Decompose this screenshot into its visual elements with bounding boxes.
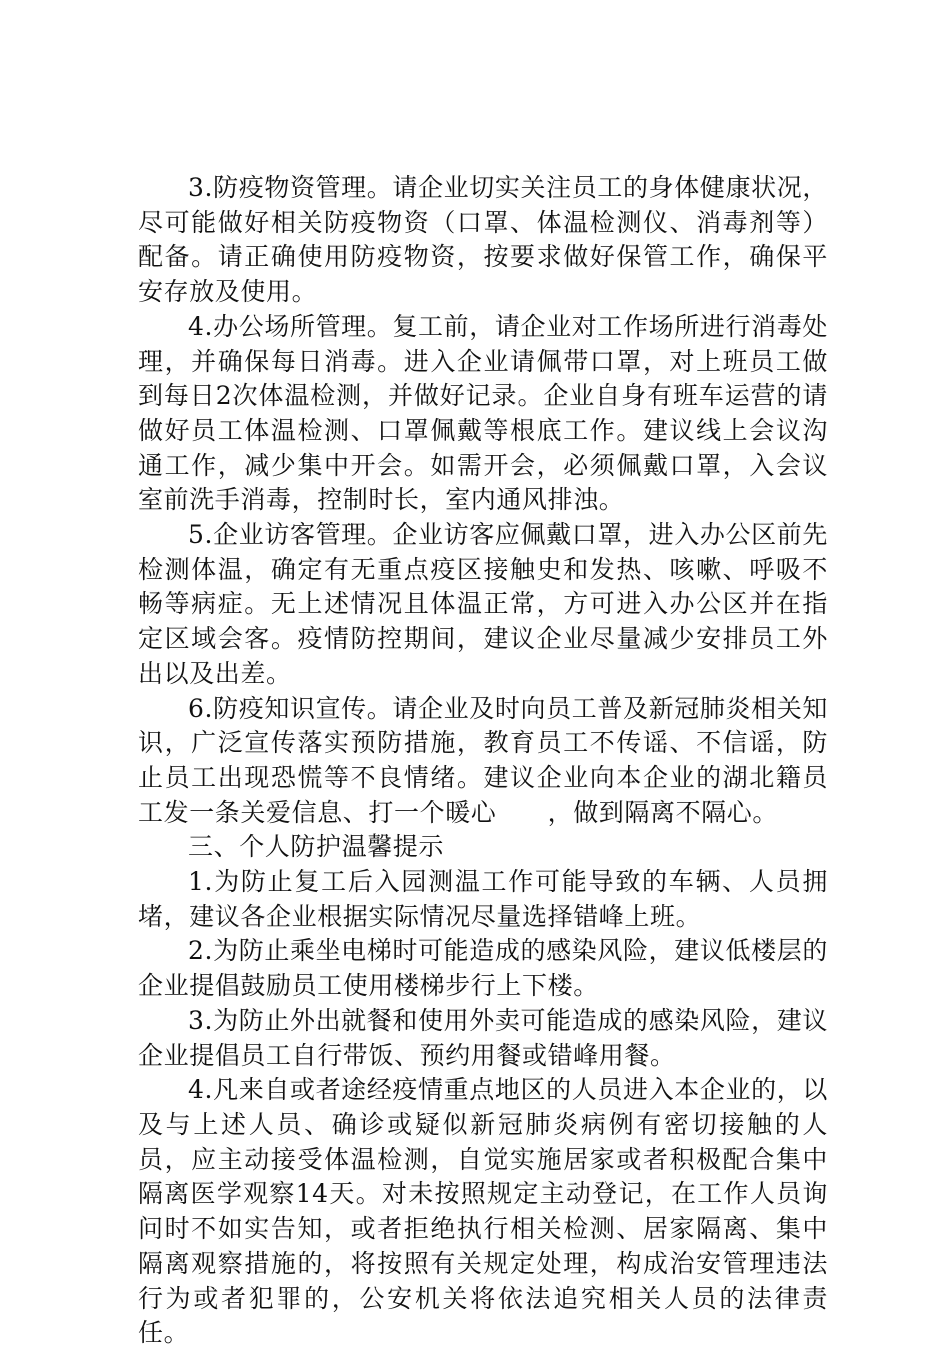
paragraph-visitors: 5.企业访客管理。企业访客应佩戴口罩，进入办公区前先检测体温，确定有无重点疫区接触史和发热、咳嗽、呼吸不畅等病症。无上述情况且体温正常，方可进入办公区并在指定区域会客。疫情防控期间，建议企业尽量减少安排员工外出以及出差。 [138, 520, 828, 688]
section-heading: 三、个人防护温馨提示 [188, 832, 445, 862]
paragraph-publicity: 6.防疫知识宣传。请企业及时向员工普及新冠肺炎相关知识，广泛宣传落实预防措施，教育员工不传谣、不信谣，防止员工出现恐慌等不良情绪。建议企业向本企业的湖北籍员工发一条关爱信息、打一个暖心 ，做到隔离不隔心。 [138, 693, 828, 827]
tip-elevator: 2.为防止乘坐电梯时可能造成的感染风险，建议低楼层的企业提倡鼓励员工使用楼梯步行上下楼。 [138, 936, 828, 1001]
document-body [138, 171, 828, 1351]
tip-meals: 3.为防止外出就餐和使用外卖可能造成的感染风险，建议企业提倡员工自行带饭、预约用餐或错峰用餐。 [138, 1005, 828, 1070]
tip-quarantine: 4.凡来自或者途经疫情重点地区的人员进入本企业的，以及与上述人员、确诊或疑似新冠肺炎病例有密切接触的人员，应主动接受体温检测，自觉实施居家或者积极配合集中隔离医学观察14天。对未按照规定主动登记，在工作人员询问时不如实告知，或者拒绝执行相关检测、居家隔离、集中隔离观察措施的，将按照有关规定处理，构成治安管理违法行为或者犯罪的，公安机关将依法追究相关人员的法律责任。 [138, 1075, 828, 1348]
paragraph-office: 4.办公场所管理。复工前，请企业对工作场所进行消毒处理，并确保每日消毒。进入企业请佩带口罩，对上班员工做到每日2次体温检测，并做好记录。企业自身有班车运营的请做好员工体温检测、口罩佩戴等根底工作。建议线上会议沟通工作，减少集中开会。如需开会，必须佩戴口罩，入会议室前洗手消毒，控制时长，室内通风排浊。 [138, 311, 828, 515]
paragraph-supplies: 3.防疫物资管理。请企业切实关注员工的身体健康状况，尽可能做好相关防疫物资（口罩、体温检测仪、消毒剂等）配备。请正确使用防疫物资，按要求做好保管工作，确保平安存放及使用。 [138, 173, 828, 307]
tip-staggered-hours: 1.为防止复工后入园测温工作可能导致的车辆、人员拥堵，建议各企业根据实际情况尽量选择错峰上班。 [138, 867, 828, 931]
